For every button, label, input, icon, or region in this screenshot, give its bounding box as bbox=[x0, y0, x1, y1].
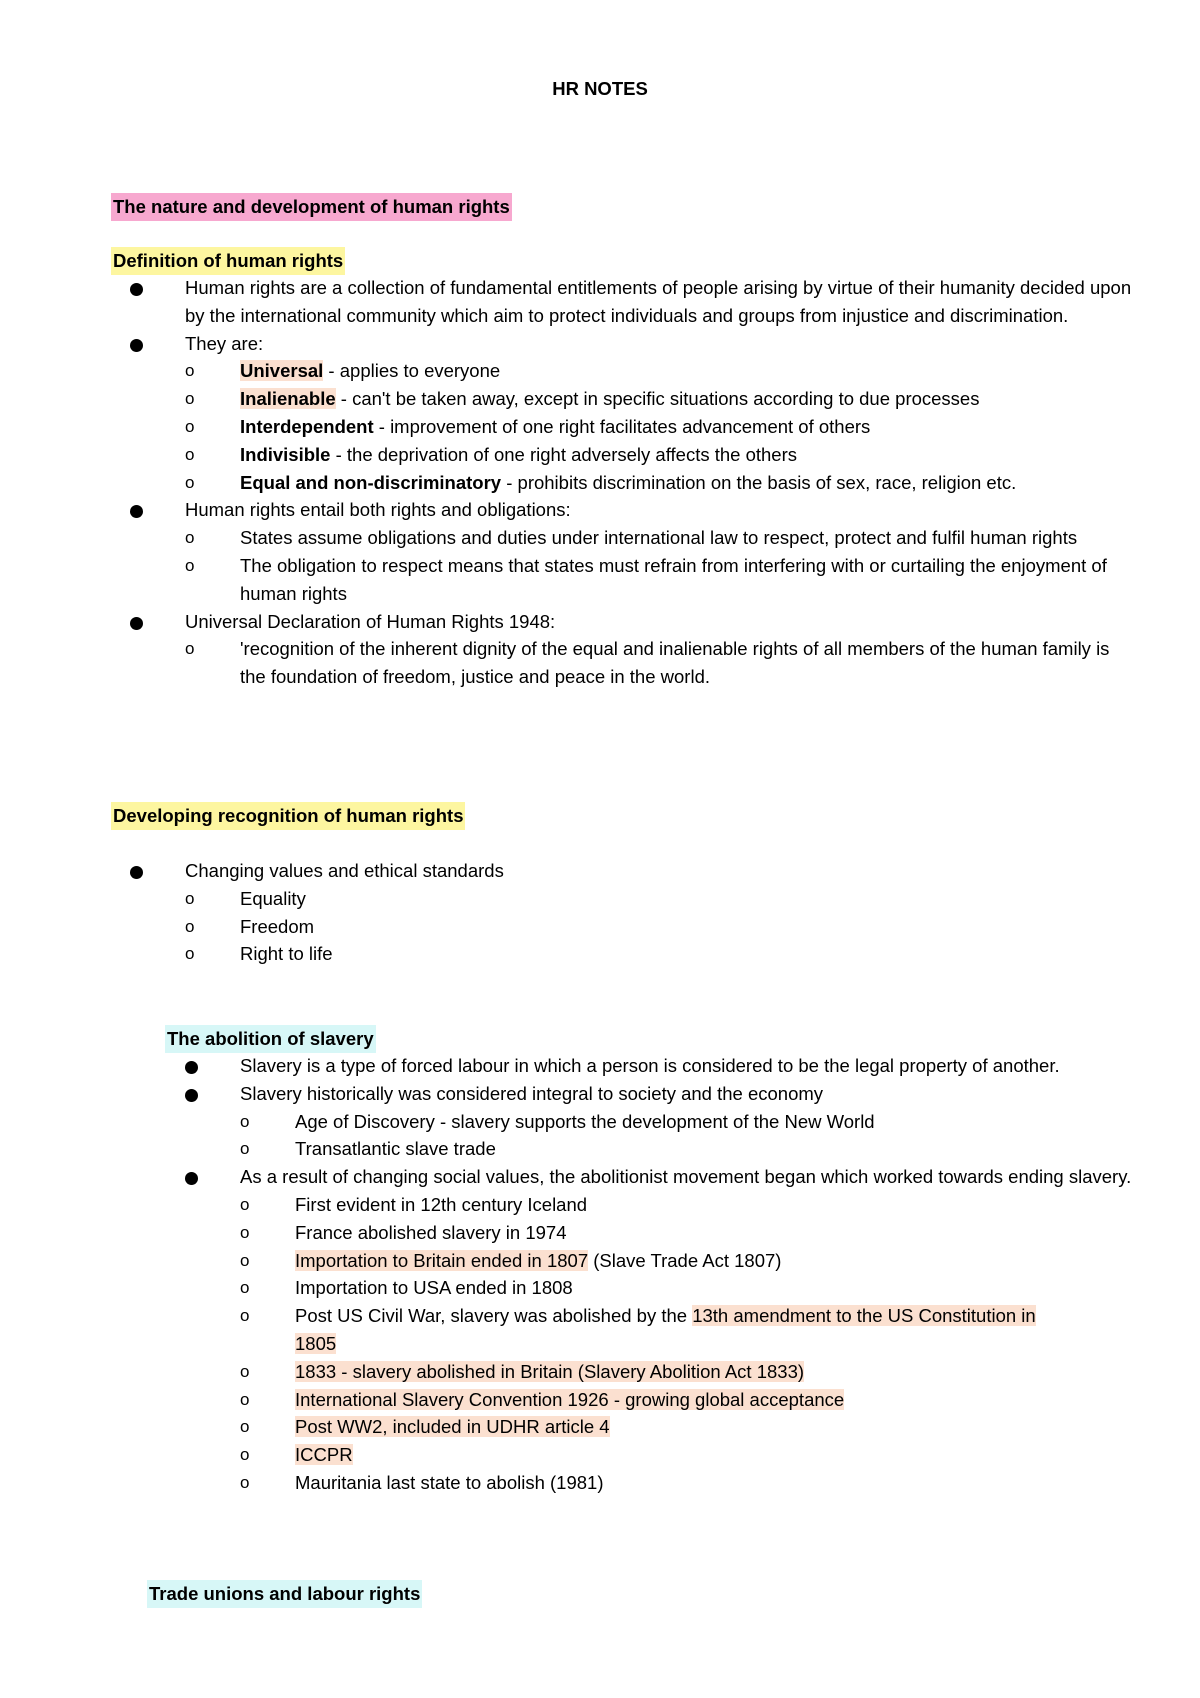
circle-bullet-icon: o bbox=[185, 472, 195, 492]
section-heading-nature: The nature and development of human rights bbox=[111, 193, 512, 221]
sub-list-item: o Freedom bbox=[185, 913, 1140, 941]
section-heading-developing: Developing recognition of human rights bbox=[111, 802, 465, 830]
sub-list-item: o First evident in 12th century Iceland bbox=[240, 1191, 1150, 1219]
sub-list-item: o ICCPR bbox=[240, 1441, 1150, 1469]
circle-bullet-icon: o bbox=[185, 555, 195, 575]
circle-bullet-icon: o bbox=[240, 1306, 250, 1326]
sub-list-item: o 1833 - slavery abolished in Britain (Slavery Abolition Act 1833) bbox=[240, 1358, 1150, 1386]
circle-bullet-icon: o bbox=[240, 1139, 250, 1159]
circle-bullet-icon: o bbox=[185, 916, 195, 936]
circle-bullet-icon: o bbox=[185, 944, 195, 964]
sub-list-item: o The obligation to respect means that states must refrain from interfering with or curtailing the enjoyment of human rights bbox=[185, 552, 1140, 608]
sub-list-item: o Equal and non-discriminatory - prohibits discrimination on the basis of sex, race, religion etc. bbox=[185, 469, 1140, 497]
circle-bullet-icon: o bbox=[240, 1445, 250, 1465]
circle-bullet-icon: o bbox=[240, 1361, 250, 1381]
bullet-icon bbox=[130, 866, 143, 879]
circle-bullet-icon: o bbox=[185, 389, 195, 409]
bullet-icon bbox=[185, 1089, 198, 1102]
circle-bullet-icon: o bbox=[240, 1111, 250, 1131]
sub-list-item: o Interdependent - improvement of one right facilitates advancement of others bbox=[185, 413, 1140, 441]
circle-bullet-icon: o bbox=[185, 361, 195, 381]
list-item: As a result of changing social values, the abolitionist movement began which worked towards ending slavery. o First evident in 12th century Iceland o France abolished slavery in 1974 o Importation to Britain ended in 1807 (Slave Trade Act 1807) o Importation to USA ended in 1808 o Post US Civil War, slavery was abolished by the 13th amendment to the US Constitution in 1805 o 1833 - slavery abolished in Britain (Slavery Abolition Act 1833) o International Slavery Convention 1926 - growing global acceptance o Post WW2, included in UDHR article 4 o ICCPR o Mauritania last state to abolish (1981) bbox=[185, 1163, 1150, 1497]
sub-list-item: o Age of Discovery - slavery supports the development of the New World bbox=[240, 1108, 1150, 1136]
list-item: Changing values and ethical standards o Equality o Freedom o Right to life bbox=[130, 857, 1140, 968]
circle-bullet-icon: o bbox=[185, 444, 195, 464]
circle-bullet-icon: o bbox=[240, 1222, 250, 1242]
list-item: Slavery historically was considered integral to society and the economy o Age of Discovery - slavery supports the development of the New World o Transatlantic slave trade bbox=[185, 1080, 1150, 1163]
sub-list-item: o International Slavery Convention 1926 - growing global acceptance bbox=[240, 1386, 1150, 1414]
sub-list-item: o Importation to Britain ended in 1807 (Slave Trade Act 1807) bbox=[240, 1247, 1150, 1275]
circle-bullet-icon: o bbox=[240, 1278, 250, 1298]
circle-bullet-icon: o bbox=[240, 1417, 250, 1437]
list-item: Slavery is a type of forced labour in which a person is considered to be the legal property of another. bbox=[185, 1052, 1150, 1080]
sub-list-item: o Transatlantic slave trade bbox=[240, 1135, 1150, 1163]
circle-bullet-icon: o bbox=[240, 1389, 250, 1409]
sub-heading-trade-unions: Trade unions and labour rights bbox=[147, 1580, 422, 1608]
bullet-icon bbox=[130, 617, 143, 630]
list-item: They are: o Universal - applies to everyone o Inalienable - can't be taken away, except in specific situations according to due processes o Interdependent - improvement of one right facilitates advancement of others o Indivisible - the deprivation of one right adversely affects the others o Equal and non-discriminatory - prohibits discrimination on the basis of sex, race, religion etc. bbox=[130, 330, 1140, 497]
circle-bullet-icon: o bbox=[185, 888, 195, 908]
list-item: Human rights entail both rights and obligations: o States assume obligations and duties under international law to respect, protect and fulfil human rights o The obligation to respect means that states must refrain from interfering with or curtailing the enjoyment of human rights bbox=[130, 496, 1140, 607]
bullet-icon bbox=[130, 283, 143, 296]
circle-bullet-icon: o bbox=[240, 1472, 250, 1492]
sub-heading-abolition: The abolition of slavery bbox=[165, 1025, 376, 1053]
developing-list bbox=[130, 857, 1140, 968]
sub-list-item: o Importation to USA ended in 1808 bbox=[240, 1274, 1150, 1302]
sub-list-item: o Mauritania last state to abolish (1981) bbox=[240, 1469, 1150, 1497]
list-item: Universal Declaration of Human Rights 1948: o 'recognition of the inherent dignity of the equal and inalienable rights of all members of the human family is the foundation of freedom, justice and peace in the world. bbox=[130, 608, 1140, 691]
bullet-icon bbox=[185, 1172, 198, 1185]
sub-list-item: o Inalienable - can't be taken away, except in specific situations according to due processes bbox=[185, 385, 1140, 413]
sub-list-item: o Equality bbox=[185, 885, 1140, 913]
page-title: HR NOTES bbox=[552, 78, 648, 99]
circle-bullet-icon: o bbox=[185, 528, 195, 548]
sub-list-item: o Post WW2, included in UDHR article 4 bbox=[240, 1413, 1150, 1441]
list-item: Human rights are a collection of fundamental entitlements of people arising by virtue of their humanity decided upon by the international community which aim to protect individuals and groups from injustice and discrimination. bbox=[130, 274, 1140, 330]
circle-bullet-icon: o bbox=[240, 1250, 250, 1270]
bullet-icon bbox=[130, 505, 143, 518]
sub-list-item: o Post US Civil War, slavery was abolished by the 13th amendment to the US Constitution in 1805 bbox=[240, 1302, 1150, 1358]
circle-bullet-icon: o bbox=[240, 1194, 250, 1214]
abolition-list bbox=[185, 1052, 1150, 1497]
sub-list-item: o 'recognition of the inherent dignity of the equal and inalienable rights of all members of the human family is the foundation of freedom, justice and peace in the world. bbox=[185, 635, 1140, 691]
sub-list-item: o France abolished slavery in 1974 bbox=[240, 1219, 1150, 1247]
bullet-icon bbox=[185, 1061, 198, 1074]
circle-bullet-icon: o bbox=[185, 639, 195, 659]
sub-list-item: o Universal - applies to everyone bbox=[185, 357, 1140, 385]
sub-list-item: o States assume obligations and duties under international law to respect, protect and fulfil human rights bbox=[185, 524, 1140, 552]
sub-list-item: o Indivisible - the deprivation of one right adversely affects the others bbox=[185, 441, 1140, 469]
sub-heading-definition: Definition of human rights bbox=[111, 247, 345, 275]
circle-bullet-icon: o bbox=[185, 416, 195, 436]
sub-list-item: o Right to life bbox=[185, 940, 1140, 968]
bullet-icon bbox=[130, 339, 143, 352]
definition-list bbox=[130, 274, 1140, 691]
